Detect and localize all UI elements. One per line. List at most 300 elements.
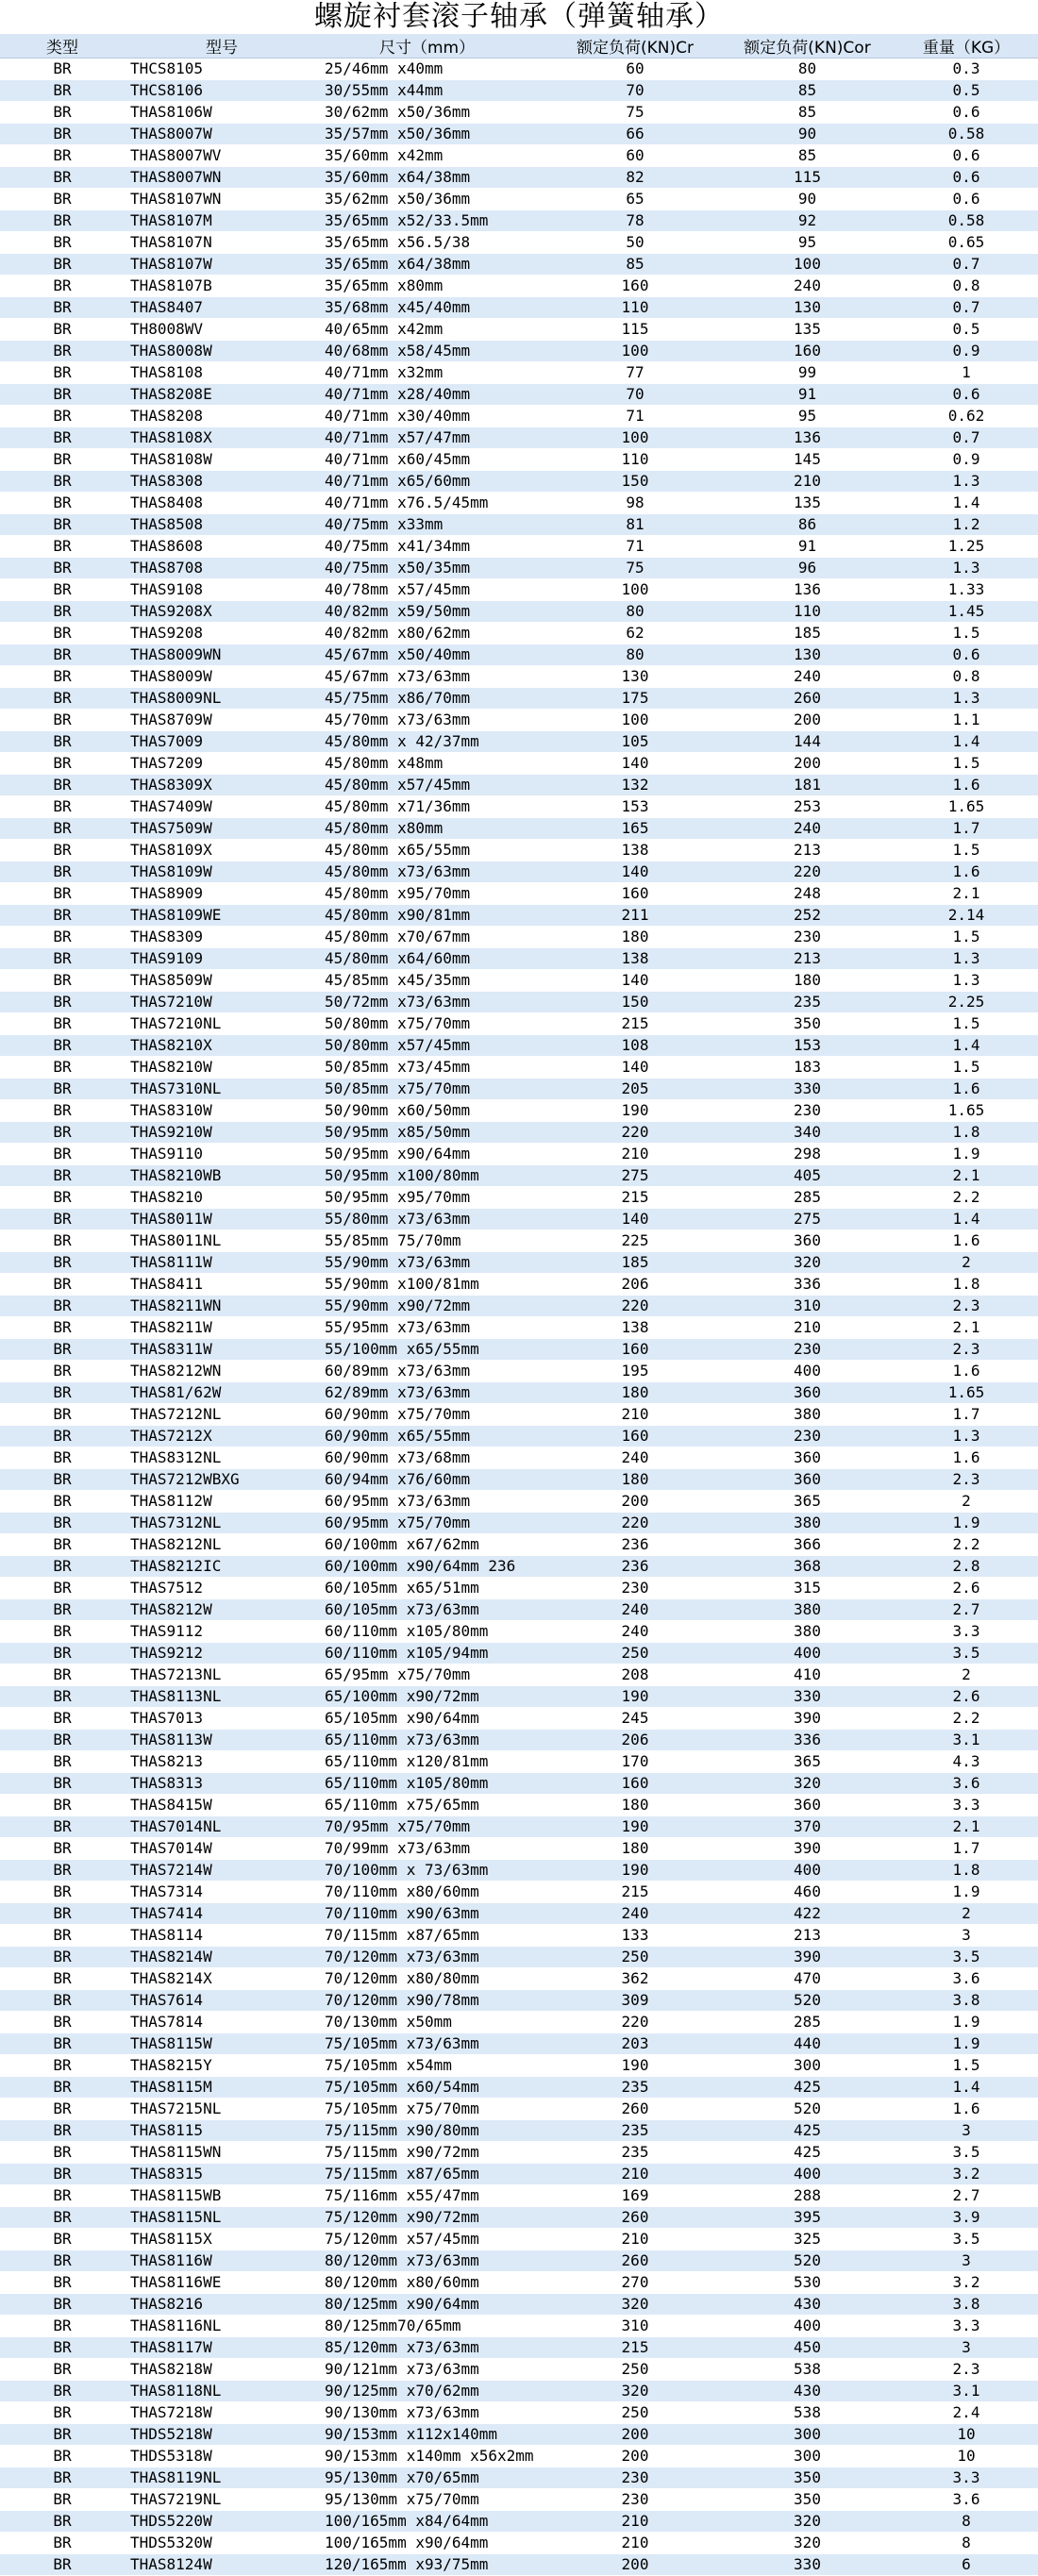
cell-load-cr[interactable]: 260 <box>550 2099 720 2120</box>
cell-load-cor[interactable]: 400 <box>720 1860 895 1882</box>
cell-model[interactable]: THAS8124W <box>125 2554 319 2576</box>
cell-load-cor[interactable]: 91 <box>720 384 895 406</box>
cell-weight[interactable]: 2.2 <box>895 1187 1038 1209</box>
cell-load-cor[interactable]: 260 <box>720 688 895 710</box>
cell-load-cor[interactable]: 325 <box>720 2229 895 2250</box>
cell-type[interactable]: BR <box>0 1122 125 1144</box>
cell-load-cr[interactable]: 75 <box>550 558 720 579</box>
cell-load-cor[interactable]: 370 <box>720 1816 895 1838</box>
cell-weight[interactable]: 4.3 <box>895 1751 1038 1773</box>
cell-load-cr[interactable]: 75 <box>550 102 720 124</box>
cell-size[interactable]: 45/67mm x50/40mm <box>319 644 550 666</box>
cell-size[interactable]: 50/95mm x85/50mm <box>319 1122 550 1144</box>
cell-size[interactable]: 40/75mm x33mm <box>319 514 550 536</box>
cell-load-cr[interactable]: 220 <box>550 2012 720 2033</box>
cell-model[interactable]: THAS7009 <box>125 731 319 753</box>
cell-type[interactable]: BR <box>0 2316 125 2337</box>
cell-load-cor[interactable]: 92 <box>720 210 895 232</box>
cell-weight[interactable]: 6 <box>895 2554 1038 2576</box>
cell-model[interactable]: THDS5320W <box>125 2533 319 2554</box>
cell-load-cr[interactable]: 210 <box>550 2229 720 2250</box>
cell-type[interactable]: BR <box>0 1057 125 1079</box>
cell-type[interactable]: BR <box>0 1708 125 1730</box>
cell-load-cr[interactable]: 85 <box>550 254 720 276</box>
cell-type[interactable]: BR <box>0 1426 125 1447</box>
cell-weight[interactable]: 1.4 <box>895 493 1038 514</box>
cell-type[interactable]: BR <box>0 2511 125 2533</box>
cell-size[interactable]: 70/95mm x75/70mm <box>319 1816 550 1838</box>
cell-load-cr[interactable]: 160 <box>550 276 720 297</box>
cell-size[interactable]: 100/165mm x90/64mm <box>319 2533 550 2554</box>
cell-weight[interactable]: 1.65 <box>895 796 1038 818</box>
cell-size[interactable]: 65/110mm x105/80mm <box>319 1773 550 1795</box>
cell-load-cor[interactable]: 365 <box>720 1491 895 1513</box>
cell-model[interactable]: THAS8108W <box>125 449 319 471</box>
cell-load-cor[interactable]: 470 <box>720 1968 895 1990</box>
cell-size[interactable]: 55/90mm x73/63mm <box>319 1252 550 1274</box>
cell-type[interactable]: BR <box>0 2250 125 2272</box>
cell-load-cor[interactable]: 390 <box>720 1947 895 1968</box>
cell-type[interactable]: BR <box>0 2272 125 2294</box>
cell-load-cor[interactable]: 213 <box>720 1925 895 1947</box>
cell-model[interactable]: THAS8007W <box>125 124 319 145</box>
cell-load-cor[interactable]: 425 <box>720 2120 895 2142</box>
cell-type[interactable]: BR <box>0 1491 125 1513</box>
cell-weight[interactable]: 3.2 <box>895 2272 1038 2294</box>
cell-load-cr[interactable]: 215 <box>550 1013 720 1035</box>
cell-load-cor[interactable]: 390 <box>720 1708 895 1730</box>
cell-model[interactable]: THAS8215Y <box>125 2055 319 2077</box>
cell-load-cor[interactable]: 181 <box>720 775 895 796</box>
cell-size[interactable]: 45/80mm x64/60mm <box>319 948 550 970</box>
cell-model[interactable]: THAS8208E <box>125 384 319 406</box>
cell-load-cr[interactable]: 133 <box>550 1925 720 1947</box>
cell-size[interactable]: 40/71mm x32mm <box>319 362 550 384</box>
cell-type[interactable]: BR <box>0 2446 125 2467</box>
cell-weight[interactable]: 3.8 <box>895 1990 1038 2012</box>
cell-weight[interactable]: 1.8 <box>895 1122 1038 1144</box>
cell-load-cor[interactable]: 538 <box>720 2402 895 2424</box>
cell-weight[interactable]: 3.5 <box>895 1947 1038 1968</box>
cell-load-cor[interactable]: 285 <box>720 2012 895 2033</box>
cell-load-cor[interactable]: 130 <box>720 297 895 319</box>
cell-type[interactable]: BR <box>0 2055 125 2077</box>
cell-model[interactable]: THAS8310W <box>125 1100 319 1122</box>
cell-weight[interactable]: 0.3 <box>895 59 1038 80</box>
cell-model[interactable]: THAS8115M <box>125 2077 319 2099</box>
cell-model[interactable]: THAS8119NL <box>125 2467 319 2489</box>
cell-weight[interactable]: 1.5 <box>895 2055 1038 2077</box>
cell-load-cor[interactable]: 213 <box>720 948 895 970</box>
cell-model[interactable]: THAS8214W <box>125 1947 319 1968</box>
cell-type[interactable]: BR <box>0 2467 125 2489</box>
cell-load-cor[interactable]: 365 <box>720 1751 895 1773</box>
cell-load-cor[interactable]: 520 <box>720 1990 895 2012</box>
cell-model[interactable]: THAS8114 <box>125 1925 319 1947</box>
cell-model[interactable]: THAS8113NL <box>125 1686 319 1708</box>
cell-load-cor[interactable]: 400 <box>720 2316 895 2337</box>
cell-load-cr[interactable]: 210 <box>550 2533 720 2554</box>
cell-type[interactable]: BR <box>0 1100 125 1122</box>
cell-load-cr[interactable]: 70 <box>550 80 720 102</box>
cell-type[interactable]: BR <box>0 905 125 927</box>
cell-size[interactable]: 75/105mm x73/63mm <box>319 2033 550 2055</box>
cell-load-cr[interactable]: 236 <box>550 1534 720 1556</box>
cell-size[interactable]: 50/85mm x73/45mm <box>319 1057 550 1079</box>
cell-type[interactable]: BR <box>0 1578 125 1599</box>
cell-model[interactable]: THCS8106 <box>125 80 319 102</box>
cell-model[interactable]: THAS8118NL <box>125 2381 319 2402</box>
cell-model[interactable]: THAS9112 <box>125 1621 319 1643</box>
cell-load-cr[interactable]: 205 <box>550 1079 720 1100</box>
cell-size[interactable]: 60/110mm x105/80mm <box>319 1621 550 1643</box>
cell-size[interactable]: 70/130mm x50mm <box>319 2012 550 2033</box>
cell-model[interactable]: THAS8111W <box>125 1252 319 1274</box>
cell-load-cor[interactable]: 248 <box>720 883 895 905</box>
cell-load-cr[interactable]: 140 <box>550 1209 720 1230</box>
cell-load-cor[interactable]: 400 <box>720 1643 895 1664</box>
cell-load-cor[interactable]: 95 <box>720 406 895 427</box>
cell-load-cor[interactable]: 91 <box>720 536 895 558</box>
cell-load-cor[interactable]: 136 <box>720 427 895 449</box>
cell-type[interactable]: BR <box>0 319 125 341</box>
cell-load-cor[interactable]: 380 <box>720 1404 895 1426</box>
cell-weight[interactable]: 2.7 <box>895 2185 1038 2207</box>
cell-load-cr[interactable]: 108 <box>550 1035 720 1057</box>
cell-load-cor[interactable]: 405 <box>720 1165 895 1187</box>
cell-type[interactable]: BR <box>0 927 125 948</box>
cell-size[interactable]: 45/80mm x57/45mm <box>319 775 550 796</box>
cell-weight[interactable]: 3.3 <box>895 2316 1038 2337</box>
cell-type[interactable]: BR <box>0 883 125 905</box>
cell-load-cr[interactable]: 210 <box>550 2511 720 2533</box>
cell-model[interactable]: THAS8608 <box>125 536 319 558</box>
cell-model[interactable]: THAS8107M <box>125 210 319 232</box>
cell-size[interactable]: 80/125mm x90/64mm <box>319 2294 550 2316</box>
cell-model[interactable]: THAS8211WN <box>125 1296 319 1317</box>
cell-model[interactable]: THAS8315 <box>125 2164 319 2185</box>
cell-model[interactable]: THAS8116WE <box>125 2272 319 2294</box>
cell-size[interactable]: 35/65mm x56.5/38 <box>319 232 550 254</box>
cell-type[interactable]: BR <box>0 124 125 145</box>
cell-model[interactable]: THAS8909 <box>125 883 319 905</box>
cell-type[interactable]: BR <box>0 2164 125 2185</box>
cell-load-cr[interactable]: 180 <box>550 1838 720 1860</box>
cell-weight[interactable]: 1.65 <box>895 1100 1038 1122</box>
cell-load-cr[interactable]: 140 <box>550 753 720 775</box>
cell-model[interactable]: THAS8309X <box>125 775 319 796</box>
cell-weight[interactable]: 1.7 <box>895 818 1038 840</box>
cell-load-cr[interactable]: 320 <box>550 2381 720 2402</box>
cell-type[interactable]: BR <box>0 1144 125 1165</box>
cell-load-cr[interactable]: 71 <box>550 406 720 427</box>
cell-size[interactable]: 35/60mm x42mm <box>319 145 550 167</box>
cell-model[interactable]: THAS8210W <box>125 1057 319 1079</box>
cell-type[interactable]: BR <box>0 1925 125 1947</box>
cell-load-cr[interactable]: 190 <box>550 1860 720 1882</box>
cell-load-cr[interactable]: 180 <box>550 1469 720 1491</box>
cell-model[interactable]: THAS8212W <box>125 1599 319 1621</box>
cell-type[interactable]: BR <box>0 1165 125 1187</box>
cell-load-cor[interactable]: 200 <box>720 710 895 731</box>
cell-load-cr[interactable]: 270 <box>550 2272 720 2294</box>
cell-model[interactable]: THDS5318W <box>125 2446 319 2467</box>
cell-load-cr[interactable]: 138 <box>550 948 720 970</box>
cell-weight[interactable]: 1.45 <box>895 601 1038 623</box>
cell-load-cor[interactable]: 90 <box>720 189 895 210</box>
cell-load-cr[interactable]: 200 <box>550 2424 720 2446</box>
cell-type[interactable]: BR <box>0 2012 125 2033</box>
cell-load-cr[interactable]: 240 <box>550 1447 720 1469</box>
cell-load-cor[interactable]: 336 <box>720 1274 895 1296</box>
cell-load-cor[interactable]: 85 <box>720 102 895 124</box>
cell-load-cor[interactable]: 230 <box>720 927 895 948</box>
cell-load-cr[interactable]: 140 <box>550 1057 720 1079</box>
cell-size[interactable]: 45/80mm x71/36mm <box>319 796 550 818</box>
cell-weight[interactable]: 1.3 <box>895 471 1038 493</box>
cell-weight[interactable]: 3.9 <box>895 2207 1038 2229</box>
cell-weight[interactable]: 3 <box>895 2120 1038 2142</box>
cell-model[interactable]: THAS8009WN <box>125 644 319 666</box>
cell-model[interactable]: THAS8108X <box>125 427 319 449</box>
cell-type[interactable]: BR <box>0 276 125 297</box>
cell-type[interactable]: BR <box>0 1404 125 1426</box>
cell-type[interactable]: BR <box>0 2077 125 2099</box>
cell-load-cor[interactable]: 300 <box>720 2424 895 2446</box>
cell-load-cor[interactable]: 135 <box>720 319 895 341</box>
cell-model[interactable]: THAS7014NL <box>125 1816 319 1838</box>
cell-load-cr[interactable]: 235 <box>550 2120 720 2142</box>
cell-weight[interactable]: 1.6 <box>895 861 1038 883</box>
cell-model[interactable]: THAS8011W <box>125 1209 319 1230</box>
cell-weight[interactable]: 0.5 <box>895 319 1038 341</box>
cell-weight[interactable]: 1.6 <box>895 1230 1038 1252</box>
cell-type[interactable]: BR <box>0 189 125 210</box>
cell-model[interactable]: THAS7310NL <box>125 1079 319 1100</box>
cell-type[interactable]: BR <box>0 59 125 80</box>
cell-load-cr[interactable]: 275 <box>550 1165 720 1187</box>
cell-type[interactable]: BR <box>0 579 125 601</box>
cell-model[interactable]: THAS7312NL <box>125 1513 319 1534</box>
cell-load-cr[interactable]: 190 <box>550 1686 720 1708</box>
cell-model[interactable]: THAS8210WB <box>125 1165 319 1187</box>
cell-weight[interactable]: 8 <box>895 2511 1038 2533</box>
cell-model[interactable]: THAS7215NL <box>125 2099 319 2120</box>
cell-type[interactable]: BR <box>0 362 125 384</box>
cell-weight[interactable]: 2 <box>895 1903 1038 1925</box>
cell-size[interactable]: 70/99mm x73/63mm <box>319 1838 550 1860</box>
cell-load-cr[interactable]: 77 <box>550 362 720 384</box>
cell-load-cr[interactable]: 260 <box>550 2207 720 2229</box>
cell-load-cor[interactable]: 136 <box>720 579 895 601</box>
cell-size[interactable]: 80/120mm x73/63mm <box>319 2250 550 2272</box>
cell-size[interactable]: 60/95mm x75/70mm <box>319 1513 550 1534</box>
cell-type[interactable]: BR <box>0 1664 125 1686</box>
cell-load-cr[interactable]: 180 <box>550 927 720 948</box>
cell-weight[interactable]: 2.1 <box>895 1317 1038 1339</box>
cell-size[interactable]: 70/110mm x90/63mm <box>319 1903 550 1925</box>
cell-weight[interactable]: 2.3 <box>895 1296 1038 1317</box>
cell-load-cor[interactable]: 460 <box>720 1882 895 1903</box>
cell-type[interactable]: BR <box>0 1209 125 1230</box>
cell-load-cor[interactable]: 320 <box>720 1773 895 1795</box>
cell-size[interactable]: 40/82mm x80/62mm <box>319 623 550 644</box>
cell-size[interactable]: 60/110mm x105/94mm <box>319 1643 550 1664</box>
cell-weight[interactable]: 3.6 <box>895 2489 1038 2511</box>
cell-type[interactable]: BR <box>0 449 125 471</box>
cell-size[interactable]: 40/78mm x57/45mm <box>319 579 550 601</box>
cell-load-cor[interactable]: 440 <box>720 2033 895 2055</box>
cell-model[interactable]: THAS8107B <box>125 276 319 297</box>
cell-load-cr[interactable]: 200 <box>550 2554 720 2576</box>
cell-size[interactable]: 45/80mm x 42/37mm <box>319 731 550 753</box>
cell-size[interactable]: 55/85mm 75/70mm <box>319 1230 550 1252</box>
cell-weight[interactable]: 2.3 <box>895 1339 1038 1361</box>
cell-type[interactable]: BR <box>0 1013 125 1035</box>
cell-load-cor[interactable]: 183 <box>720 1057 895 1079</box>
cell-load-cr[interactable]: 190 <box>550 1816 720 1838</box>
cell-load-cr[interactable]: 160 <box>550 1426 720 1447</box>
cell-load-cor[interactable]: 330 <box>720 1079 895 1100</box>
cell-load-cor[interactable]: 210 <box>720 1317 895 1339</box>
cell-load-cor[interactable]: 153 <box>720 1035 895 1057</box>
cell-weight[interactable]: 2.6 <box>895 1686 1038 1708</box>
cell-type[interactable]: BR <box>0 1382 125 1404</box>
cell-load-cor[interactable]: 240 <box>720 276 895 297</box>
cell-type[interactable]: BR <box>0 948 125 970</box>
cell-load-cor[interactable]: 253 <box>720 796 895 818</box>
cell-load-cr[interactable]: 115 <box>550 319 720 341</box>
cell-weight[interactable]: 1.5 <box>895 623 1038 644</box>
cell-load-cor[interactable]: 520 <box>720 2099 895 2120</box>
cell-type[interactable]: BR <box>0 1903 125 1925</box>
cell-load-cr[interactable]: 70 <box>550 384 720 406</box>
cell-load-cr[interactable]: 60 <box>550 145 720 167</box>
cell-type[interactable]: BR <box>0 2229 125 2250</box>
cell-weight[interactable]: 0.7 <box>895 254 1038 276</box>
cell-load-cor[interactable]: 135 <box>720 493 895 514</box>
cell-load-cor[interactable]: 425 <box>720 2142 895 2164</box>
cell-size[interactable]: 65/110mm x75/65mm <box>319 1795 550 1816</box>
cell-type[interactable]: BR <box>0 731 125 753</box>
cell-load-cr[interactable]: 140 <box>550 861 720 883</box>
cell-type[interactable]: BR <box>0 2489 125 2511</box>
cell-load-cor[interactable]: 380 <box>720 1599 895 1621</box>
cell-size[interactable]: 45/80mm x80mm <box>319 818 550 840</box>
cell-load-cr[interactable]: 240 <box>550 1599 720 1621</box>
cell-type[interactable]: BR <box>0 254 125 276</box>
cell-load-cr[interactable]: 206 <box>550 1730 720 1751</box>
cell-type[interactable]: BR <box>0 1274 125 1296</box>
cell-model[interactable]: THAS8308 <box>125 471 319 493</box>
cell-weight[interactable]: 10 <box>895 2424 1038 2446</box>
cell-load-cr[interactable]: 160 <box>550 883 720 905</box>
cell-load-cr[interactable]: 82 <box>550 167 720 189</box>
cell-weight[interactable]: 3.5 <box>895 1643 1038 1664</box>
cell-weight[interactable]: 2.4 <box>895 2402 1038 2424</box>
cell-weight[interactable]: 0.8 <box>895 276 1038 297</box>
cell-weight[interactable]: 3.3 <box>895 1795 1038 1816</box>
cell-weight[interactable]: 0.58 <box>895 210 1038 232</box>
cell-load-cor[interactable]: 538 <box>720 2359 895 2381</box>
cell-size[interactable]: 45/80mm x90/81mm <box>319 905 550 927</box>
cell-load-cr[interactable]: 66 <box>550 124 720 145</box>
cell-load-cr[interactable]: 180 <box>550 1382 720 1404</box>
cell-size[interactable]: 65/110mm x120/81mm <box>319 1751 550 1773</box>
cell-model[interactable]: THAS7210W <box>125 992 319 1013</box>
cell-weight[interactable]: 3.6 <box>895 1968 1038 1990</box>
cell-size[interactable]: 65/100mm x90/72mm <box>319 1686 550 1708</box>
cell-model[interactable]: THAS8008W <box>125 341 319 362</box>
cell-weight[interactable]: 0.62 <box>895 406 1038 427</box>
cell-size[interactable]: 40/71mm x76.5/45mm <box>319 493 550 514</box>
cell-model[interactable]: THAS7213NL <box>125 1664 319 1686</box>
cell-type[interactable]: BR <box>0 710 125 731</box>
cell-size[interactable]: 75/105mm x54mm <box>319 2055 550 2077</box>
cell-size[interactable]: 35/62mm x50/36mm <box>319 189 550 210</box>
cell-type[interactable]: BR <box>0 796 125 818</box>
cell-load-cor[interactable]: 252 <box>720 905 895 927</box>
cell-type[interactable]: BR <box>0 1513 125 1534</box>
cell-size[interactable]: 70/120mm x90/78mm <box>319 1990 550 2012</box>
cell-load-cor[interactable]: 235 <box>720 992 895 1013</box>
cell-type[interactable]: BR <box>0 297 125 319</box>
cell-load-cor[interactable]: 180 <box>720 970 895 992</box>
cell-load-cor[interactable]: 144 <box>720 731 895 753</box>
cell-model[interactable]: THAS7212X <box>125 1426 319 1447</box>
cell-load-cor[interactable]: 320 <box>720 2511 895 2533</box>
cell-size[interactable]: 65/95mm x75/70mm <box>319 1664 550 1686</box>
cell-type[interactable]: BR <box>0 970 125 992</box>
cell-size[interactable]: 65/105mm x90/64mm <box>319 1708 550 1730</box>
cell-load-cor[interactable]: 315 <box>720 1578 895 1599</box>
cell-type[interactable]: BR <box>0 167 125 189</box>
cell-load-cor[interactable]: 350 <box>720 2489 895 2511</box>
cell-size[interactable]: 35/65mm x52/33.5mm <box>319 210 550 232</box>
cell-size[interactable]: 75/115mm x90/80mm <box>319 2120 550 2142</box>
cell-model[interactable]: THAS8313 <box>125 1773 319 1795</box>
cell-type[interactable]: BR <box>0 1730 125 1751</box>
cell-weight[interactable]: 1.5 <box>895 927 1038 948</box>
cell-load-cr[interactable]: 215 <box>550 2337 720 2359</box>
cell-load-cr[interactable]: 260 <box>550 2250 720 2272</box>
cell-size[interactable]: 45/75mm x86/70mm <box>319 688 550 710</box>
cell-size[interactable]: 60/100mm x90/64mm 236 <box>319 1556 550 1578</box>
cell-weight[interactable]: 0.7 <box>895 427 1038 449</box>
cell-weight[interactable]: 1.6 <box>895 1079 1038 1100</box>
cell-type[interactable]: BR <box>0 1795 125 1816</box>
cell-weight[interactable]: 1.7 <box>895 1838 1038 1860</box>
cell-size[interactable]: 40/75mm x50/35mm <box>319 558 550 579</box>
cell-type[interactable]: BR <box>0 210 125 232</box>
cell-weight[interactable]: 2.2 <box>895 1534 1038 1556</box>
cell-load-cr[interactable]: 240 <box>550 1903 720 1925</box>
cell-weight[interactable]: 3.6 <box>895 1773 1038 1795</box>
cell-type[interactable]: BR <box>0 102 125 124</box>
cell-load-cr[interactable]: 309 <box>550 1990 720 2012</box>
cell-weight[interactable]: 1.5 <box>895 1057 1038 1079</box>
cell-load-cor[interactable]: 380 <box>720 1513 895 1534</box>
cell-load-cr[interactable]: 215 <box>550 1187 720 1209</box>
cell-weight[interactable]: 1.65 <box>895 1382 1038 1404</box>
cell-weight[interactable]: 1.3 <box>895 688 1038 710</box>
cell-type[interactable]: BR <box>0 992 125 1013</box>
cell-type[interactable]: BR <box>0 1838 125 1860</box>
cell-type[interactable]: BR <box>0 1534 125 1556</box>
cell-model[interactable]: THAS8113W <box>125 1730 319 1751</box>
cell-weight[interactable]: 1.8 <box>895 1274 1038 1296</box>
cell-model[interactable]: THAS8112W <box>125 1491 319 1513</box>
